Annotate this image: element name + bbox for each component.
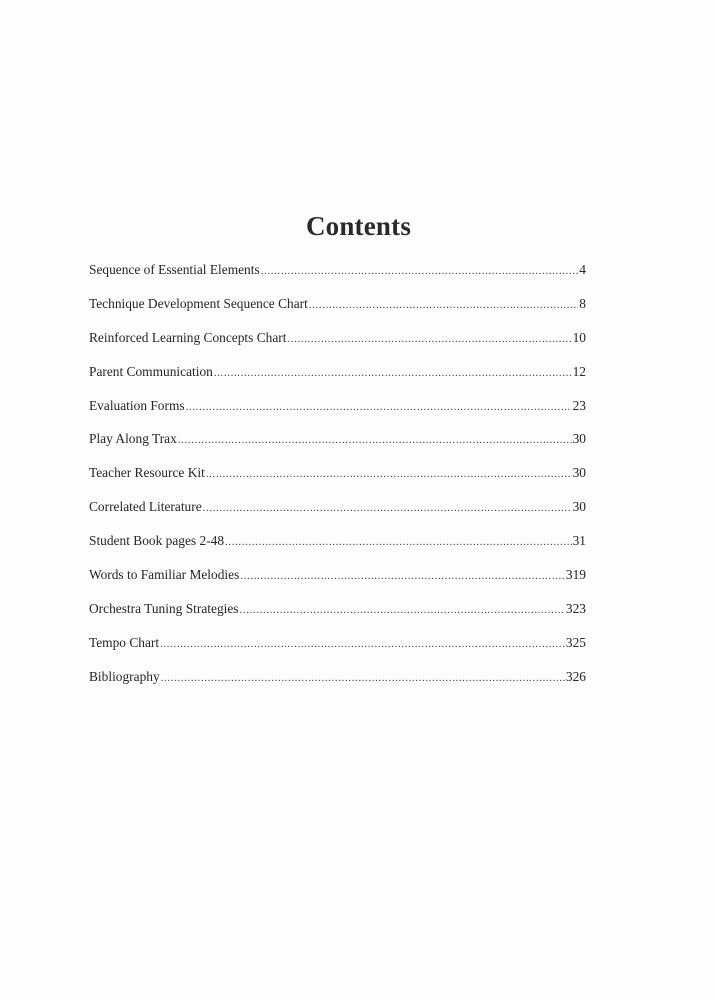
toc-entry-page: 30: [572, 431, 586, 447]
toc-entry-label: Sequence of Essential Elements: [89, 262, 260, 277]
toc-entry: [89, 533, 586, 567]
dot-leader: [309, 299, 578, 311]
dot-leader: [186, 401, 572, 413]
toc-entry: [89, 398, 586, 432]
dot-leader: [206, 468, 572, 480]
toc-entry-page: 319: [565, 567, 586, 583]
toc-entry-page: 323: [565, 600, 586, 616]
toc-entry-label: Technique Development Sequence Chart: [89, 295, 308, 311]
toc-entry-page: 31: [572, 533, 586, 549]
toc-entry-page: 4: [579, 262, 586, 277]
toc-entry: [89, 601, 586, 635]
dot-leader: [203, 502, 572, 514]
dot-leader: [287, 333, 571, 345]
toc-entry: [89, 635, 586, 669]
toc-entry-page: 326: [565, 668, 586, 684]
toc-entry-label: Correlated Literature: [89, 499, 202, 515]
dot-leader: [225, 536, 572, 548]
toc-entry-label: Evaluation Forms: [89, 397, 185, 413]
toc-entry-label: Reinforced Learning Concepts Chart: [89, 329, 287, 345]
toc-entry-page: 23: [572, 397, 586, 413]
toc-entry-label: Student Book pages 2-48: [89, 533, 225, 549]
dot-leader: [214, 367, 572, 379]
toc-entry: [89, 431, 586, 465]
toc-entry-label: Bibliography: [89, 668, 160, 684]
toc-entry: [89, 364, 586, 398]
toc-entry: [89, 465, 586, 499]
toc-entry-label: Orchestra Tuning Strategies: [89, 600, 239, 616]
dot-leader: [178, 434, 572, 446]
toc-entry-page: 12: [572, 363, 586, 379]
toc-entry: [89, 330, 586, 364]
table-of-contents: [89, 262, 586, 703]
toc-entry-page: 325: [565, 634, 586, 650]
toc-entry-page: 30: [572, 465, 586, 481]
toc-entry-label: Tempo Chart: [89, 634, 160, 650]
toc-entry: [89, 499, 586, 533]
dot-leader: [240, 604, 565, 616]
toc-entry-page: 8: [579, 295, 586, 311]
dot-leader: [240, 570, 565, 582]
toc-entry-label: Words to Familiar Melodies: [89, 567, 240, 583]
toc-entry-label: Play Along Trax: [89, 431, 177, 447]
dot-leader: [261, 265, 579, 277]
dot-leader: [160, 638, 565, 650]
toc-entry-label: Parent Communication: [89, 363, 213, 379]
toc-entry: [89, 567, 586, 601]
dot-leader: [161, 672, 565, 684]
page-title: Contents: [305, 211, 412, 242]
toc-entry-page: 30: [572, 499, 586, 515]
toc-entry-label: Teacher Resource Kit: [89, 465, 205, 481]
toc-entry-page: 10: [572, 329, 586, 345]
toc-entry: [89, 296, 586, 330]
toc-entry: [89, 262, 586, 296]
toc-entry: [89, 669, 586, 703]
